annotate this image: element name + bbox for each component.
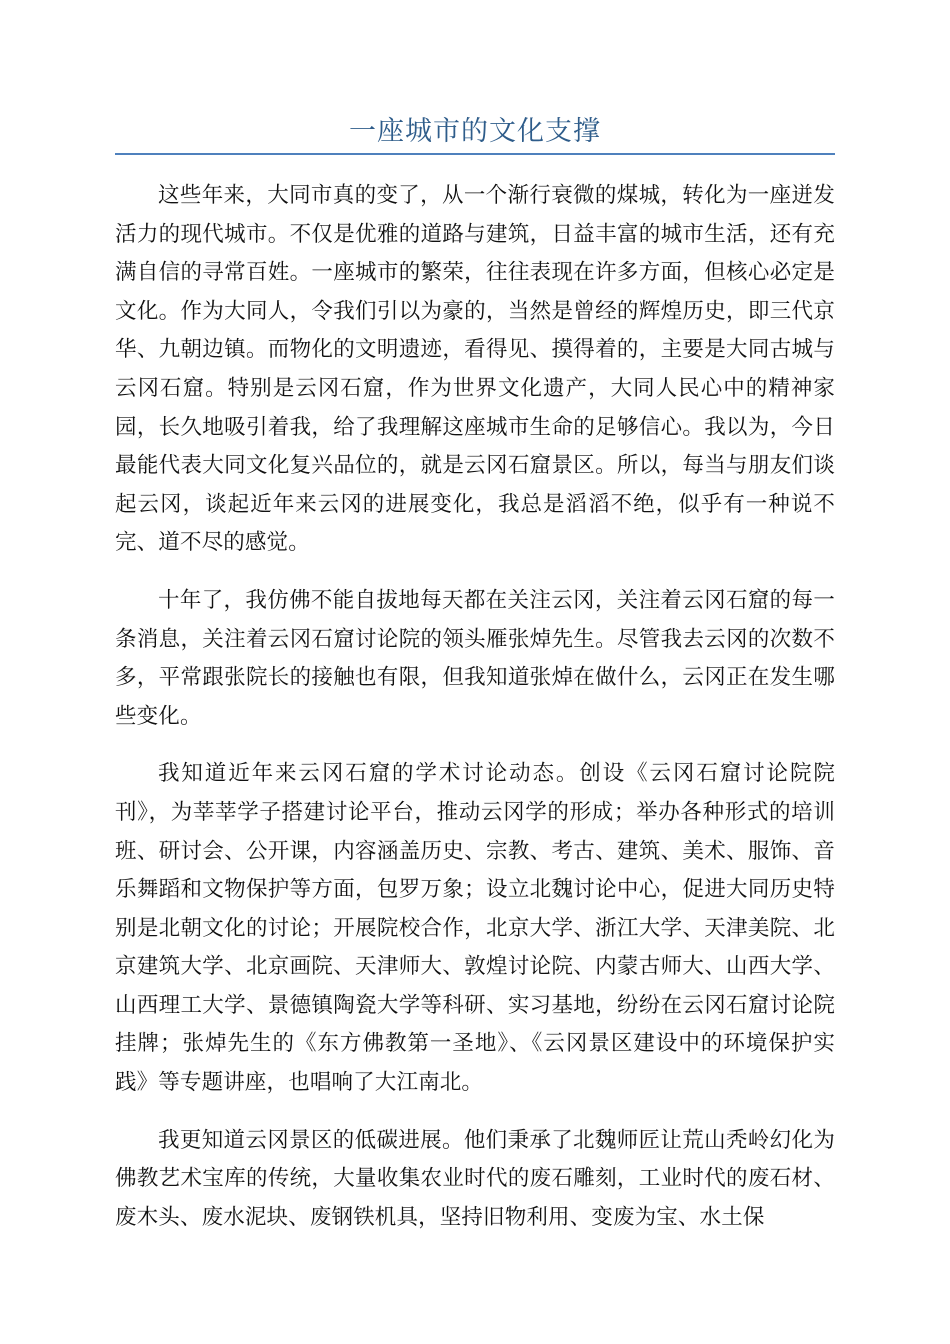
paragraph-4: 我更知道云冈景区的低碳进展。他们秉承了北魏师匠让荒山秃岭幻化为佛教艺术宝库的传统，大量收集农业时代的废石雕刻，工业时代的废石材、废木头、废水泥块、废钢铁机具，坚持旧物利用、变废为宝、水土保 xyxy=(115,1127,835,1230)
title-underline xyxy=(115,153,835,155)
paragraph-1: 这些年来，大同市真的变了，从一个渐行衰微的煤城，转化为一座迸发活力的现代城市。不仅是优雅的道路与建筑，日益丰富的城市生活，还有充满自信的寻常百姓。一座城市的繁荣，往往表现在许多方面，但核心必定是文化。作为大同人，令我们引以为豪的，当然是曾经的辉煌历史，即三代京华、九朝边镇。而物化的文明遗迹，看得见、摸得着的，主要是大同古城与云冈石窟。特别是云冈石窟，作为世界文化遗产，大同人民心中的精神家园，长久地吸引着我，给了我理解这座城市生命的足够信心。我以为，今日最能代表大同文化复兴品位的，就是云冈石窟景区。所以，每当与朋友们谈起云冈，谈起近年来云冈的进展变化，我总是滔滔不绝，似乎有一种说不完、道不尽的感觉。 xyxy=(115,183,835,556)
paragraph-3: 我知道近年来云冈石窟的学术讨论动态。创设《云冈石窟讨论院院刊》，为莘莘学子搭建讨论平台，推动云冈学的形成；举办各种形式的培训班、研讨会、公开课，内容涵盖历史、宗教、考古、建筑、美术、服饰、音乐舞蹈和文物保护等方面，包罗万象；设立北魏讨论中心，促进大同历史特别是北朝文化的讨论；开展院校合作，北京大学、浙江大学、天津美院、北京建筑大学、北京画院、天津师大、敦煌讨论院、内蒙古师大、山西大学、山西理工大学、景德镇陶瓷大学等科研、实习基地，纷纷在云冈石窟讨论院挂牌；张焯先生的《东方佛教第一圣地》、《云冈景区建设中的环境保护实践》等专题讲座，也唱响了大江南北。 xyxy=(115,761,835,1096)
paragraph-2: 十年了，我仿佛不能自拔地每天都在关注云冈，关注着云冈石窟的每一条消息，关注着云冈石窟讨论院的领头雁张焯先生。尽管我去云冈的次数不多，平常跟张院长的接触也有限，但我知道张焯在做什么，云冈正在发生哪些变化。 xyxy=(115,587,835,729)
article-body xyxy=(115,177,835,1256)
page-title: 一座城市的文化支撑 xyxy=(349,116,601,147)
title-block xyxy=(115,112,835,156)
